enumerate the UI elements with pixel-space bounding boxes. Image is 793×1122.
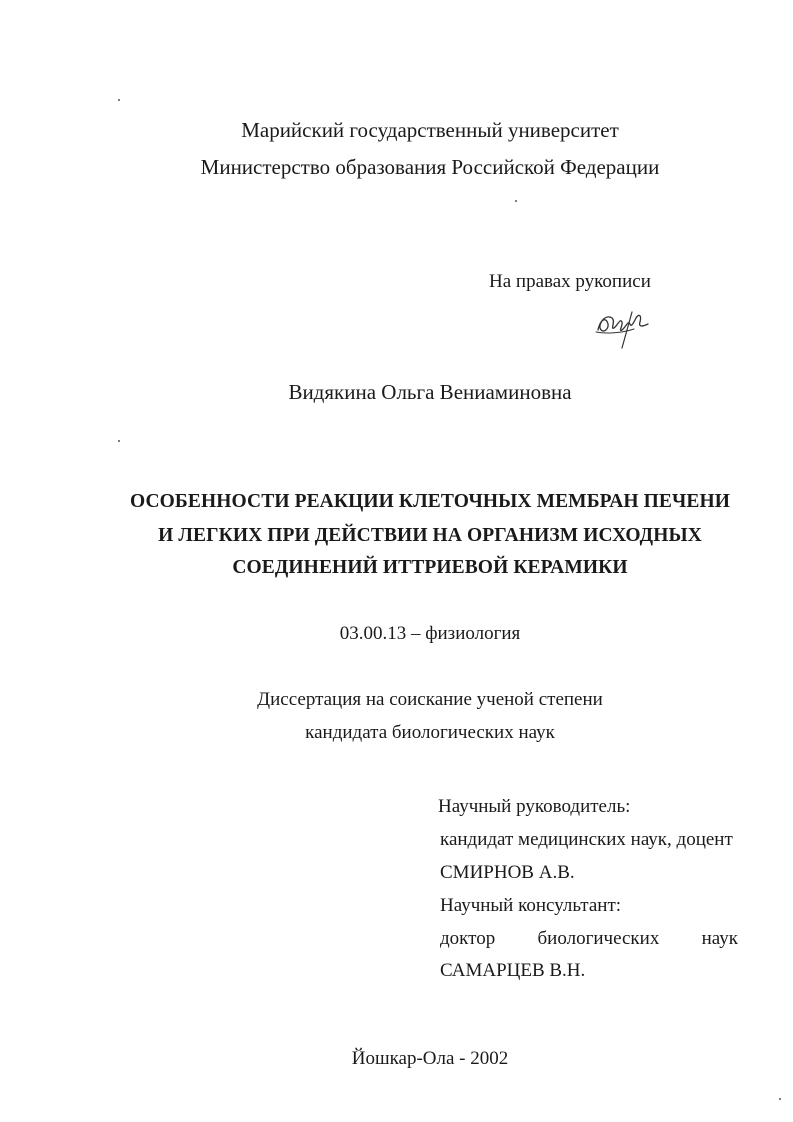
manuscript-note: На правах рукописи <box>489 271 651 292</box>
consultant-heading: Научный консультант: <box>440 895 622 916</box>
city-year: Йошкар-Ола - 2002 <box>351 1048 509 1069</box>
scan-speck <box>779 1098 781 1100</box>
consultant-rank-word-1: доктор <box>440 928 496 949</box>
scan-speck <box>118 440 120 442</box>
degree-line-1: Диссертация на соискание ученой степени <box>257 689 603 710</box>
consultant-rank <box>440 927 738 951</box>
university-name: Марийский государственный университет <box>241 118 619 142</box>
degree-line-2: кандидата биологических наук <box>305 722 555 743</box>
thesis-title-line-2: И ЛЕГКИХ ПРИ ДЕЙСТВИИ НА ОРГАНИЗМ ИСХОДНЫХ <box>158 525 702 546</box>
scan-speck <box>515 200 517 202</box>
author-name: Видякина Ольга Вениаминовна <box>288 380 572 404</box>
consultant-rank-word-2: биологических <box>537 928 660 949</box>
advisor-heading: Научный руководитель: <box>438 796 631 817</box>
advisor-rank: кандидат медицинских наук, доцент <box>440 829 733 850</box>
consultant-rank-word-3: наук <box>701 928 738 949</box>
scan-speck <box>118 99 120 101</box>
handwritten-signature <box>592 302 652 350</box>
ministry-name: Министерство образования Российской Федерации <box>200 155 660 179</box>
thesis-title-line-1: ОСОБЕННОСТИ РЕАКЦИИ КЛЕТОЧНЫХ МЕМБРАН ПЕЧЕНИ <box>129 491 731 512</box>
specialty-code: 03.00.13 – физиология <box>339 623 521 644</box>
thesis-title-line-3: СОЕДИНЕНИЙ ИТТРИЕВОЙ КЕРАМИКИ <box>232 557 628 578</box>
advisor-name: СМИРНОВ А.В. <box>440 862 575 883</box>
consultant-name: САМАРЦЕВ В.Н. <box>440 960 586 981</box>
